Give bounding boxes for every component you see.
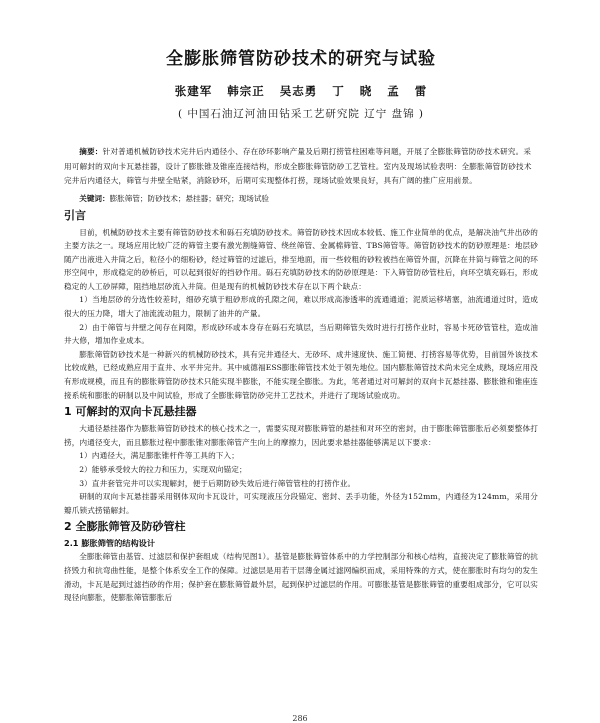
paragraph: 膨胀筛管防砂技术是一种新兴的机械防砂技术，具有完井通径大、无砂环、成井速度快、施工简便、打捞容易等优势，目前国外该技术比较成熟，已经成熟应用于直井、水平井完井。其中威德福ESS膨胀筛管技术处于领先地位。国内膨胀筛管技术尚未完全成熟，现场应用没有形成规模，而且有的膨胀筛管防砂技术只能实现半膨胀，不能实现全膨胀。为此，笔者通过对可解封的双向卡瓦悬挂器、膨胀锥和锥座连接系统和膨胀的研制以及中间试验，形成了全膨胀筛管防砂完井工艺技术，并进行了现场试验成功。 <box>64 349 538 400</box>
paper-title: 全膨胀筛管防砂技术的研究与试验 <box>166 49 436 69</box>
abstract-text: 针对普通机械防砂技术完井后内通径小、存在砂环影响产量及后期打捞管柱困难等问题，开展了全膨胀筛管防砂技术研究。采用可解封的双向卡瓦悬挂器，设计了膨胀锥及锥座连接结构，形成全膨胀筛管防砂工艺管柱。室内及现场试验表明：全膨胀筛管防砂技术完井后内通径大，筛管与井壁全贴紧，消除砂环，后期可实现整体打捞，现场试验效果良好，具有广阔的推广应用前景。 <box>64 147 532 185</box>
page-number: 286 <box>292 714 308 723</box>
paragraph: 2）能够承受较大的拉力和压力，实现双向锚定； <box>79 465 247 474</box>
keywords-label: 关键词： <box>79 193 110 203</box>
section-heading-intro: 引言 <box>64 208 86 222</box>
abstract <box>64 145 538 189</box>
paragraph: 2）由于筛管与井壁之间存在间隙，形成砂环或本身存在砾石充填层，当后期筛管失效时进行打捞作业时，容易卡死砂管管柱，造成油井大修，增加作业成本。 <box>64 322 538 346</box>
paragraph: 1）内通径大，满足膨胀锥杆件等工具的下入； <box>79 451 240 461</box>
section-heading-screen: 2 全膨胀筛管及防砂管柱 <box>64 520 186 534</box>
author-list: 张建军 韩宗正 吴志勇 丁 晓 孟 雷 <box>174 84 428 98</box>
paragraph: 全膨胀筛管由基管、过滤层和保护套组成（结构见图1）。基管是膨胀筛管体系中的力学控制部分和核心结构，直接决定了膨胀筛管的抗挤毁力和抗弯曲性能，是整个体系安全工作的保障。过滤层是用若干层薄金属过滤网编织而成，采用特殊的方式，使在膨胀时有均匀的发生滑动，卡瓦是起到过滤挡砂的作用；保护套在膨胀筛管最外层，起到保护过滤层的作用。可膨胀基管是膨胀筛管的重要组成部分，它可以实现径向膨胀，使膨胀筛管膨胀后 <box>64 552 538 603</box>
paragraph: 1）当地层砂的分选性较差时，细砂充填于粗砂形成的孔隙之间，难以形成高渗透率的流通通道；泥质运移堵塞，油流通道过时，造成很大的压力降，增大了油流流动阻力，限制了油井的产量。 <box>64 295 538 319</box>
paragraph: 大通径悬挂器作为膨胀筛管防砂技术的核心技术之一，需要实现对膨胀筛管的悬挂和对环空的密封，由于膨胀筛管膨胀后必须要整体打捞，内通径变大，而且膨胀过程中膨胀锥对膨胀筛管产生向上的摩擦力，因此要求悬挂器能够满足以下要求： <box>64 424 538 447</box>
paragraph: 研制的双向卡瓦悬挂器采用钢体双向卡瓦设计，可实现液压分段锚定、密封、丢手功能，外径为152mm，内通径为124mm，采用分瓣爪锁式捞锚解封。 <box>64 492 538 515</box>
keywords <box>64 192 538 206</box>
subsection-heading: 2.1 膨胀筛管的结构设计 <box>64 538 156 549</box>
keywords-text: 膨胀筛管；防砂技术；悬挂器；研究；现场试验 <box>109 193 270 203</box>
paragraph: 3）直井套管完井可以实现解封，便于后期防砂失效后进行筛管管柱的打捞作业。 <box>79 478 356 488</box>
paragraph: 目前，机械防砂技术主要有筛管防砂技术和砾石充填防砂技术。筛管防砂技术因成本较低、施工作业简单的优点，是解决油气井出砂的主要方法之一。现场应用比较广泛的筛管主要有激光割缝筛管、绕丝筛管、金属棉筛管、TBS筛管等。筛管防砂技术的防砂原理是：地层砂随产出液进入井筒之后，粒径小的细粉砂，经过筛管的过滤后，排至地面，而一些较粗的砂粒被挡在筛管外面，沉降在井筒与筛管之间的环形空间中，形成稳定的砂桥后，可以起到很好的挡砂作用。砾石充填防砂技术的防砂原理是：下入筛管防砂管柱后，向环空填充砾石，形成稳定的人工砂屏障，阻挡地层砂流入井筒。但是现有的机械防砂技术存在以下两个缺点： <box>64 227 538 291</box>
abstract-label: 摘要： <box>79 147 103 156</box>
section-heading-hanger: 1 可解封的双向卡瓦悬挂器 <box>64 405 197 419</box>
affiliation: ( 中国石油辽河油田钻采工艺研究院 辽宁 盘锦 ) <box>177 108 425 120</box>
